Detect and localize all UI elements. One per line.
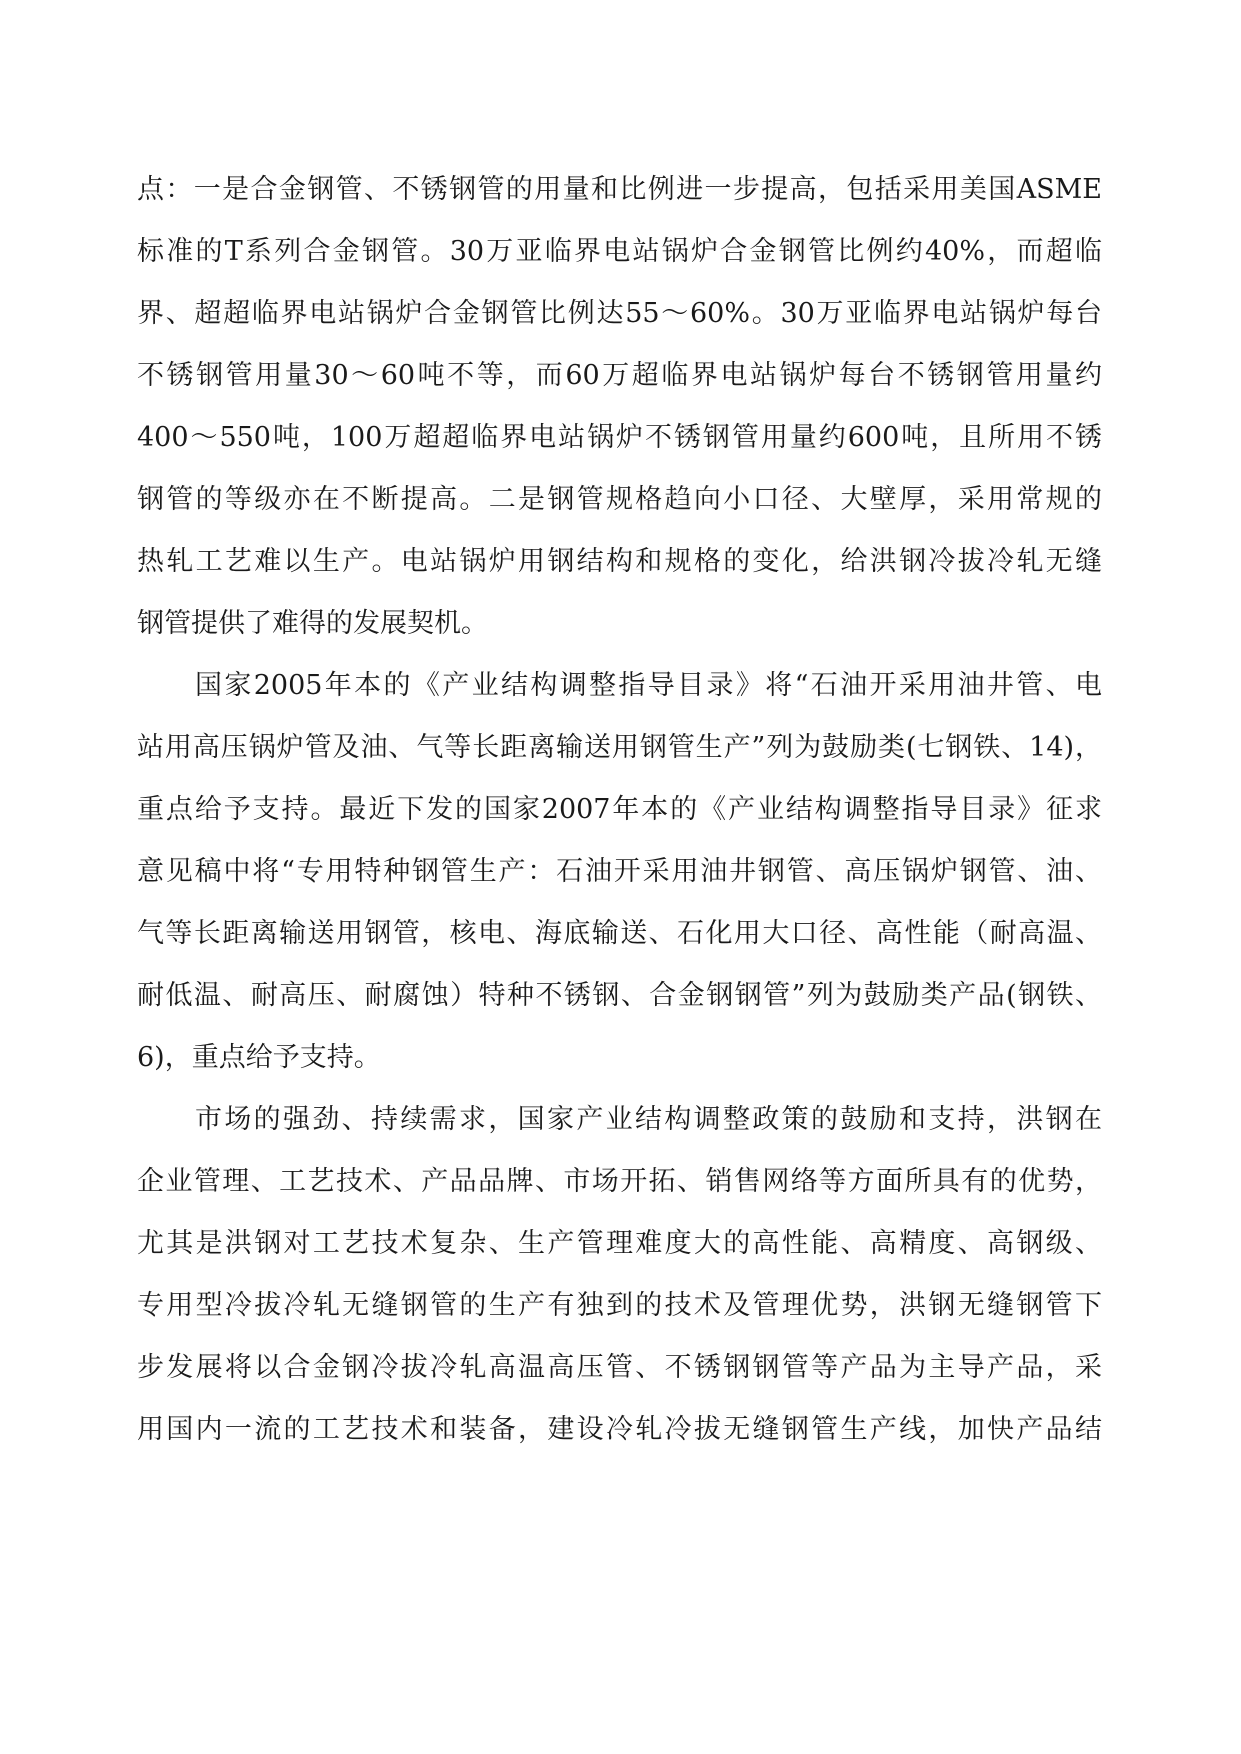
paragraph-1-line-3: 界、超超临界电站锅炉合金钢管比例达55～60%。30万亚临界电站锅炉每台 <box>137 298 1102 329</box>
paragraph-3-line-3: 尤其是洪钢对工艺技术复杂、生产管理难度大的高性能、高精度、高钢级、 <box>137 1228 1102 1259</box>
paragraph-3-line-2: 企业管理、工艺技术、产品品牌、市场开拓、销售网络等方面所具有的优势， <box>137 1166 1102 1197</box>
paragraph-2-line-4: 意见稿中将“专用特种钢管生产：石油开采用油井钢管、高压锅炉钢管、油、 <box>137 856 1102 887</box>
paragraph-2-line-5: 气等长距离输送用钢管，核电、海底输送、石化用大口径、高性能（耐高温、 <box>137 918 1102 949</box>
paragraph-2-line-7: 6)，重点给予支持。 <box>137 1042 381 1073</box>
paragraph-1-line-6: 钢管的等级亦在不断提高。二是钢管规格趋向小口径、大壁厚，采用常规的 <box>137 484 1102 515</box>
paragraph-2-line-3: 重点给予支持。最近下发的国家2007年本的《产业结构调整指导目录》征求 <box>137 794 1102 825</box>
paragraph-1-line-7: 热轧工艺难以生产。电站锅炉用钢结构和规格的变化，给洪钢冷拔冷轧无缝 <box>137 546 1102 577</box>
paragraph-1-line-8: 钢管提供了难得的发展契机。 <box>137 608 488 639</box>
paragraph-1-line-5: 400～550吨，100万超超临界电站锅炉不锈钢管用量约600吨，且所用不锈 <box>137 422 1102 453</box>
paragraph-3-line-5: 步发展将以合金钢冷拔冷轧高温高压管、不锈钢钢管等产品为主导产品，采 <box>137 1352 1102 1383</box>
paragraph-2-line-6: 耐低温、耐高压、耐腐蚀）特种不锈钢、合金钢钢管”列为鼓励类产品(钢铁、 <box>137 980 1102 1011</box>
paragraph-2-line-2: 站用高压锅炉管及油、气等长距离输送用钢管生产”列为鼓励类(七钢铁、14)， <box>137 732 1102 763</box>
paragraph-2-line-1: 国家2005年本的《产业结构调整指导目录》将“石油开采用油井管、电 <box>195 670 1102 701</box>
paragraph-3-line-1: 市场的强劲、持续需求，国家产业结构调整政策的鼓励和支持，洪钢在 <box>195 1104 1102 1135</box>
paragraph-1-line-2: 标准的T系列合金钢管。30万亚临界电站锅炉合金钢管比例约40%，而超临 <box>137 236 1102 267</box>
paragraph-1-line-4: 不锈钢管用量30～60吨不等，而60万超临界电站锅炉每台不锈钢管用量约 <box>137 360 1102 391</box>
paragraph-3-line-6: 用国内一流的工艺技术和装备，建设冷轧冷拔无缝钢管生产线，加快产品结 <box>137 1414 1102 1445</box>
paragraph-1-line-1: 点：一是合金钢管、不锈钢管的用量和比例进一步提高，包括采用美国ASME <box>137 174 1102 205</box>
paragraph-3-line-4: 专用型冷拔冷轧无缝钢管的生产有独到的技术及管理优势，洪钢无缝钢管下 <box>137 1290 1102 1321</box>
